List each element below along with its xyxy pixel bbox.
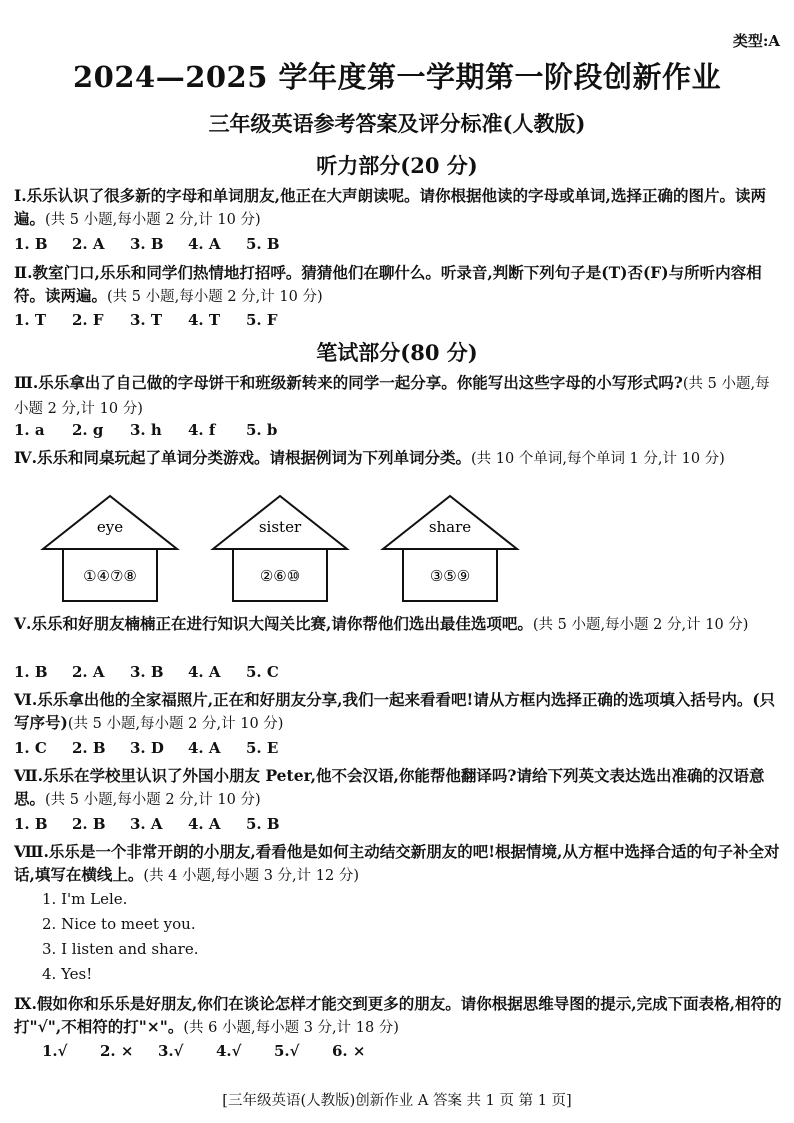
type-label: 类型:A [732, 32, 780, 50]
house-eye [43, 496, 177, 601]
question-4: Ⅳ.乐乐和同桌玩起了单词分类游戏。请根据例词为下列单词分类。(共 10 个单词,每个单词 1 分,计 10 分) [14, 448, 725, 467]
page-subtitle: 三年级英语参考答案及评分标准(人教版) [208, 111, 586, 136]
page-footer: [三年级英语(人教版)创新作业 A 答案 共 1 页 第 1 页] [222, 1093, 572, 1109]
question-6: Ⅵ.乐乐拿出他的全家福照片,正在和好朋友分享,我们一起来看看吧!请从方框内选择正确的选项填入括号内。(只写序号)(共 5 小题,每小题 2 分,计 10 分) [14, 690, 776, 732]
house-sister-roof-word: sister [258, 518, 302, 536]
question-8: Ⅷ.乐乐是一个非常开朗的小朋友,看看他是如何主动结交新朋友的吧!根据情境,从方框中选择合适的句子补全对话,填写在横线上。(共 4 小题,每小题 3 分,计 12 分) [14, 842, 780, 884]
word-sort-houses [40, 494, 640, 606]
house-sister [213, 496, 347, 601]
answer-8-2: 2. Nice to meet you. [42, 915, 196, 933]
answers-6: 1. C 2. B 3. D 4. A 5. E [14, 739, 279, 757]
page-title: 2024—2025 学年度第一学期第一阶段创新作业 [72, 60, 722, 94]
question-1: Ⅰ.乐乐认识了很多新的字母和单词朋友,他正在大声朗读呢。请你根据他读的字母或单词,选择正确的图片。读两遍。(共 5 小题,每小题 2 分,计 10 分) [14, 186, 766, 228]
house-share [383, 496, 517, 601]
question-2: Ⅱ.教室门口,乐乐和同学们热情地打招呼。猜猜他们在聊什么。听录音,判断下列句子是(T)否(F)与所听内容相符。读两遍。(共 5 小题,每小题 2 分,计 10 分) [14, 263, 762, 305]
question-9: Ⅸ.假如你和乐乐是好朋友,你们在谈论怎样才能交到更多的朋友。请你根据思维导图的提示,完成下面表格,相符的打"√",不相符的打"×"。(共 6 小题,每小题 3 分,计 18 分) [14, 994, 782, 1036]
answers-7: 1. B 2. B 3. A 4. A 5. B [14, 815, 280, 833]
question-3: Ⅲ.乐乐拿出了自己做的字母饼干和班级新转来的同学一起分享。你能写出这些字母的小写形式吗?(共 5 小题,每小题 2 分,计 10 分) [14, 373, 770, 417]
answer-8-4: 4. Yes! [42, 965, 93, 983]
writing-heading: 笔试部分(80 分) [316, 340, 478, 365]
answers-8 [42, 887, 199, 987]
answers-3: 1. a 2. g 3. h 4. f 5. b [14, 421, 278, 439]
house-eye-answer: ①④⑦⑧ [83, 567, 137, 585]
answers-1: 1. B 2. A 3. B 4. A 5. B [14, 235, 280, 253]
answers-2: 1. T 2. F 3. T 4. T 5. F [14, 311, 278, 329]
answer-8-3: 3. I listen and share. [42, 940, 199, 958]
house-eye-roof-word: eye [96, 518, 124, 536]
answer-8-1: 1. I'm Lele. [42, 890, 128, 908]
answers-5: 1. B 2. A 3. B 4. A 5. C [14, 663, 279, 681]
listening-heading: 听力部分(20 分) [316, 153, 478, 178]
house-share-answer: ③⑤⑨ [429, 567, 471, 585]
question-7: Ⅶ.乐乐在学校里认识了外国小朋友 Peter,他不会汉语,你能帮他翻译吗?请给下列英文表达选出准确的汉语意思。(共 5 小题,每小题 2 分,计 10 分) [14, 766, 765, 808]
question-5: Ⅴ.乐乐和好朋友楠楠正在进行知识大闯关比赛,请你帮他们选出最佳选项吧。(共 5 小题,每小题 2 分,计 10 分) [14, 614, 749, 633]
answers-9: 1.√ 2. × 3.√ 4.√ 5.√ 6. × [42, 1042, 366, 1060]
house-sister-answer: ②⑥⑩ [259, 567, 301, 585]
house-share-roof-word: share [428, 518, 472, 536]
